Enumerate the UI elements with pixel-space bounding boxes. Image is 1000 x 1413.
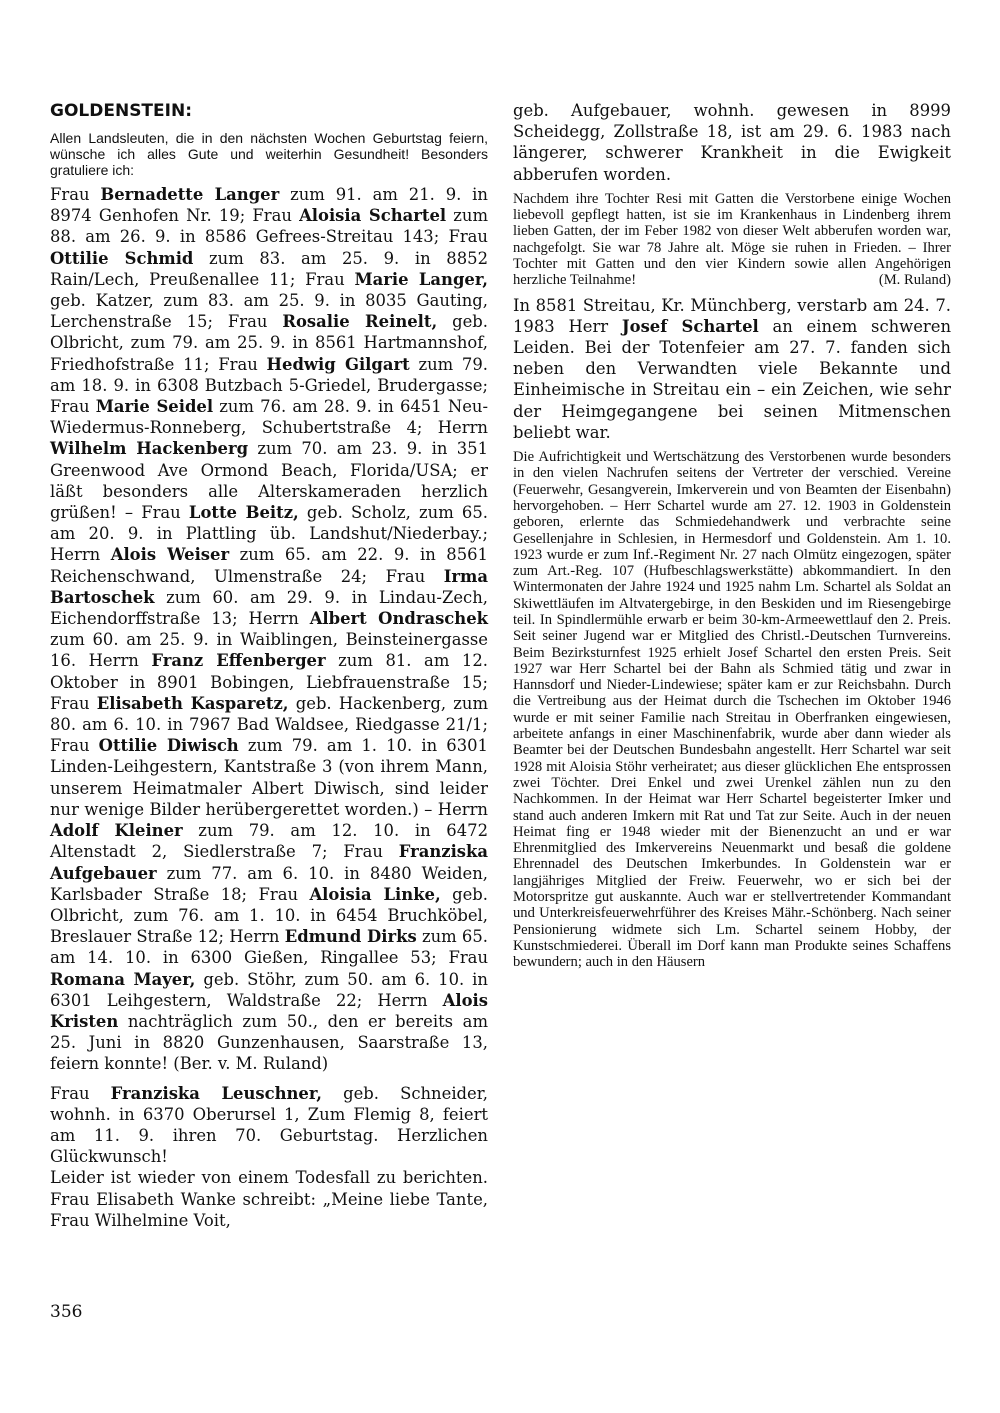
text-run: zum 76. am 28. 9. in 6451 Neu-Wiedermus-Ronneberg, Schubertstraße 4; Herrn	[50, 397, 488, 438]
leuschner-paragraph	[50, 1083, 488, 1168]
text-run: zum 60. am 29. 9. in Lindau-Zech, Eichendorffstraße 13; Herrn	[50, 587, 488, 629]
person-name: Marie Langer,	[354, 269, 488, 289]
text-run: zum 88. am 26. 9. in 8586 Gefrees-Streitau 143; Frau	[50, 206, 488, 247]
text-run: zum 79. am 18. 9. in 6308 Butzbach 5-Griedel, Brudergasse; Frau	[50, 354, 488, 417]
text-run: geb. Scholz, zum 65. am 20. 9. in Plattling üb. Landshut/Niederbay.; Herrn	[50, 503, 489, 565]
text-run: geb. Katzer, zum 83. am 25. 9. in 8035 Gauting, Lerchenstraße 15; Frau	[50, 291, 488, 332]
person-name: Wilhelm Hackenberg	[50, 439, 249, 459]
text-run: nachträglich zum 50., den er bereits am 25. Juni in 8820 Gunzenhausen, Saarstraße 13, feiern konnte! (Ber. v. M. Ruland)	[50, 1011, 488, 1074]
voit-detail	[513, 191, 951, 289]
person-name: Ottilie Schmid	[50, 248, 194, 268]
person-name: Albert Ondraschek	[309, 609, 488, 629]
person-name: Marie Seidel	[95, 397, 214, 417]
text-run: zum 79. am 12. 10. in 6472 Altenstadt 2, Siedlerstraße 7; Frau	[50, 821, 489, 862]
section-heading: GOLDENSTEIN:	[50, 101, 192, 121]
intro-paragraph: Allen Landsleuten, die in den nächsten Wochen Geburtstag feiern, wünsche ich alles Gute und weiterhin Gesundheit! Besonders gratuliere ich:	[50, 130, 488, 178]
text-run: geb. Olbricht, zum 76. am 1. 10. in 6454 Bruchköbel, Breslauer Straße 12; Herrn	[50, 884, 488, 947]
schartel-body: Die Aufrichtigkeit und Wertschätzung des Verstorbenen wurde besonders in den vielen Nachrufen seitens der Vertreter der verschied. Vereine (Feuerwehr, Gesangverein, Imkerverein und von Beamten der Eisenbahn) hervorgehoben. – Herr Schartel wurde am 27. 12. 1903 in Goldenstein geboren, erlernte das Schmiedehandwerk und verbrachte seine Gesellenjahre in Schlesien, in Hermesdorf und Goldenstein. Am 1. 10. 1923 wurde er zum Inf.-Regiment Nr. 27 nach Olmütz eingezogen, später zum Art.-Reg. 107 (Hufbeschlagswerkstätte) abkommandiert. In den Wintermonaten der Jahre 1924 und 1925 nahm Lm. Schartel als Soldat an Skiwettläufen im Altvatergebirge, in den Beskiden und im Riesengebirge teil. In Spindlermühle erwarb er beim 30-km-Armeewettlauf den 2. Preis. Seit seiner Jugend war er Mitglied des Christl.-Deutschen Turnvereins. Beim Bezirksturnfest 1925 erhielt Josef Schartel den ersten Preis. Seit 1927 war Herr Schartel bei der Bahn als Schmied tätig und zwar in Hannsdorf und Nieder-Lindewiese; später kam er zur Reichsbahn. Durch die Vertreibung aus der Heimat durch die Tschechen im Oktober 1946 wurde er mit seiner Familie nach Streitau in Oberfranken eingewiesen, arbeitete anfangs in einer Maschinenfabrik, wurde aber dann wieder als Beamter bei der Deutschen Bundesbahn angestellt. Herr Schartel war seit 1928 mit Aloisia Stöhr verheiratet; aus dieser glücklichen Ehe entsprossen zwei Töchter. Drei Enkel und zwei Urenkel zählen nun zu den Nachkommen. In der Heimat war Herr Schartel begeisterter Imker und stand auch anderen Imkern mit Rat und Tat zur Seite. Auch in der neuen Heimat fing er 1948 wieder mit der Bienenzucht an und er war Ehrenmitglied des Imkervereins Neuenmarkt und besaß die goldene Ehrennadel des Deutschen Imkerbundes. In Goldenstein war er langjähriges Mitglied der Freiw. Feuerwehr, wo er sich bei der Motorspritze gut auskannte. Auch war er stellvertretender Kommandant und Unterkreisfeuerwehrführer des Kreises Mähr.-Schönberg. Nach seiner Pensionierung widmete sich Lm. Schartel seinem Hobby, der Kunstschmiederei. Überall im Dorf kann man Produkte seines Schaffens bewundern; auch in den Häusern	[513, 449, 951, 971]
text-run: geb. Stöhr, zum 50. am 6. 10. in 6301 Leihgestern, Waldstraße 22; Herrn	[50, 969, 488, 1010]
text-run: zum 83. am 25. 9. in 8852 Rain/Lech, Preußenallee 11; Frau	[50, 248, 488, 289]
text-run: geb. Hackenberg, zum 80. am 6. 10. in 7967 Bad Waldsee, Riedgasse 21/1; Frau	[50, 693, 489, 756]
text-run: geb. Olbricht, zum 79. am 25. 9. in 8561 Hartmannshof, Friedhofstraße 11; Frau	[50, 312, 488, 374]
person-name: Alois Weiser	[110, 545, 230, 565]
left-column	[50, 100, 488, 1231]
voit-detail-text: Nachdem ihre Tochter Resi mit Gatten die Verstorbene einige Wochen liebevoll gepflegt hatten, ist sie im Krankenhaus in Lindenberg ihrem lieben Gatten, der im Feber 1982 von dieser Welt abberufen worden war, nachgefolgt. Sie war 78 Jahre alt. Möge sie ruhen in Frieden. – Ihrer Tochter mit Gatten und den vier Kindern sowie allen Angehörigen herzliche Teilnahme!	[513, 190, 951, 289]
text-run: zum 65. am 14. 10. in 6300 Gießen, Ringallee 53; Frau	[50, 927, 488, 968]
person-name: Edmund Dirks	[284, 927, 417, 947]
text-run: zum 60. am 25. 9. in Waiblingen, Beinsteinergasse 16. Herrn	[50, 630, 488, 671]
person-name: Bernadette Langer	[100, 185, 280, 204]
person-name: Irma Bartoschek	[50, 566, 488, 607]
person-name: Rosalie Reinelt,	[282, 312, 438, 332]
right-column	[513, 100, 951, 971]
text-run: zum 91. am 21. 9. in 8974 Genhofen Nr. 19; Frau	[50, 185, 488, 226]
person-name: Adolf Kleiner	[50, 821, 183, 841]
voit-attribution: (M. Ruland)	[878, 272, 951, 289]
text-run: In 8581 Streitau, Kr. Münchberg, verstarb am 24. 7. 1983 Herr	[513, 295, 951, 336]
text-run: Frau	[50, 185, 101, 204]
text-run: Frau	[50, 1083, 111, 1103]
text-run: zum 79. am 1. 10. in 6301 Linden-Leihgestern, Kantstraße 3 (von ihrem Mann, unserem Heimatmaler Albert Diwisch, sind leider nur wenige Bilder herübergerettet worden.) – Herrn	[50, 736, 488, 819]
person-name: Franziska Leuschner,	[110, 1083, 322, 1103]
schartel-intro	[513, 295, 951, 443]
person-name: Aloisia Schartel	[299, 206, 447, 226]
text-run: zum 77. am 6. 10. in 8480 Weiden, Karlsbader Straße 18; Frau	[50, 863, 488, 904]
text-run: zum 70. am 23. 9. in 351 Greenwood Ave Ormond Beach, Florida/USA; er läßt besonders alle Alterskameraden herzlich grüßen! – Frau	[50, 439, 489, 523]
text-run: geb. Schneider, wohnh. in 6370 Oberursel 1, Zum Flemig 8, feiert am 11. 9. ihren 70. Geburtstag. Herzlichen Glückwunsch!	[50, 1083, 488, 1167]
person-name: Franz Effenberger	[151, 651, 326, 671]
person-name: Aloisia Linke,	[309, 884, 441, 904]
person-name: Hedwig Gilgart	[266, 354, 410, 374]
person-name: Ottilie Diwisch	[98, 736, 239, 756]
person-name: Lotte Beitz,	[188, 503, 299, 523]
person-name: Franziska Aufgebauer	[50, 842, 488, 883]
voit-continuation: geb. Aufgebauer, wohnh. gewesen in 8999 Scheidegg, Zollstraße 18, ist am 29. 6. 1983 nach längerer, schwerer Krankheit in die Ewigkeit abberufen worden.	[513, 101, 951, 184]
person-name: Romana Mayer,	[50, 969, 196, 989]
text-run: an einem schweren Leiden. Bei der Totenfeier am 27. 7. fanden sich neben den Verwandten viele Bekannte und Einheimische in Streitau ein – ein Zeichen, wie sehr der Heimgegangene bei seinen Mitmenschen beliebt war.	[513, 316, 951, 442]
death-intro-paragraph: Leider ist wieder von einem Todesfall zu berichten. Frau Elisabeth Wanke schreibt: „Meine liebe Tante, Frau Wilhelmine Voit,	[50, 1168, 488, 1230]
person-name: Alois Kristen	[50, 990, 488, 1031]
person-name: Josef Schartel	[621, 316, 759, 336]
text-run: zum 81. am 12. Oktober in 8901 Bobingen, Liebfrauenstraße 15; Frau	[50, 651, 488, 713]
text-run: zum 65. am 22. 9. in 8561 Reichenschwand, Ulmenstraße 24; Frau	[50, 545, 488, 586]
person-name: Elisabeth Kasparetz,	[96, 693, 289, 713]
birthday-list	[50, 184, 488, 1075]
page-number: 356	[50, 1302, 83, 1322]
